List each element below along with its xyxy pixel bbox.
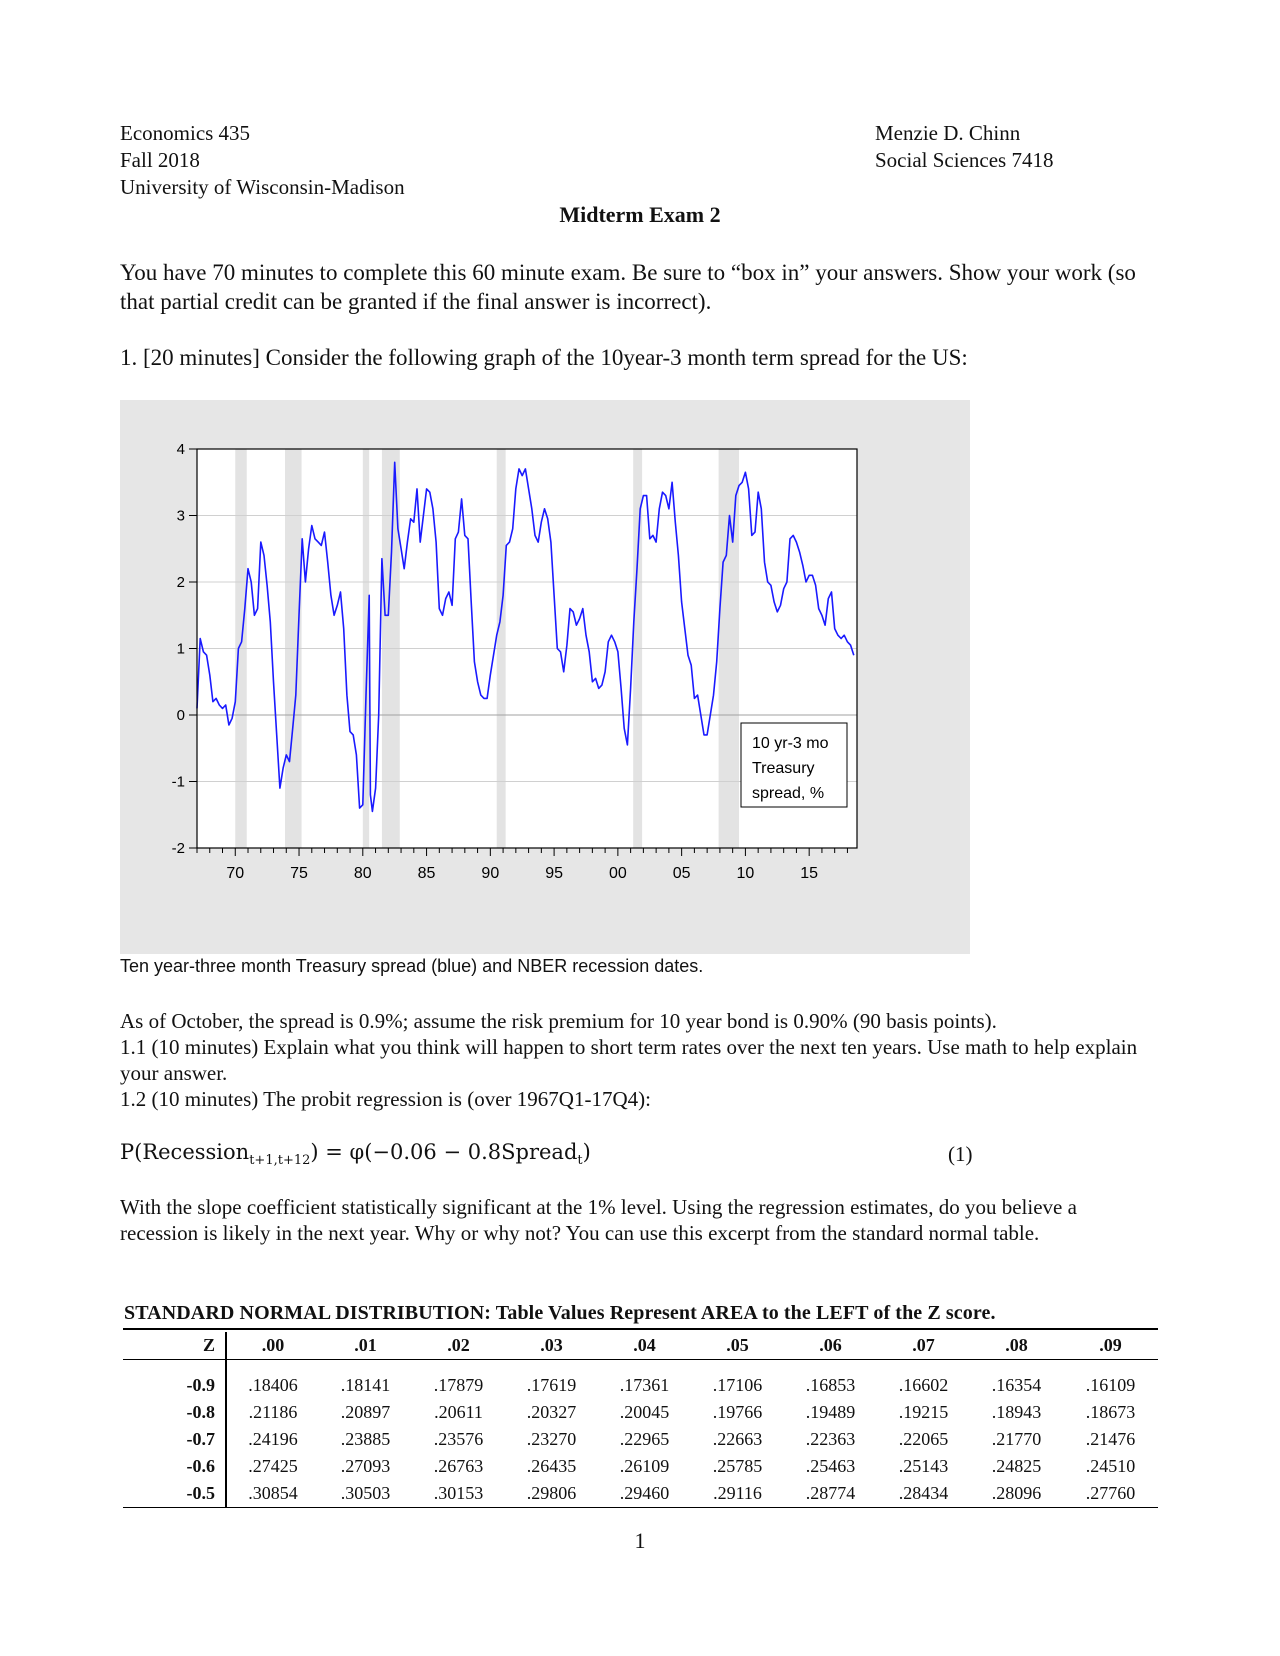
equation-lhs-subscript: t+1,t+12 [249,1153,311,1169]
table-cell: .26435 [526,1456,577,1476]
probit-equation [120,1140,591,1168]
table-cell: .19766 [712,1402,763,1422]
table-cell: .22363 [805,1429,856,1449]
x-tick-label: 70 [226,865,245,882]
table-cell: .30854 [226,1480,319,1508]
table-header-col: .01 [319,1332,412,1360]
y-tick-label: 0 [176,707,185,724]
x-tick-label: 85 [417,865,436,882]
table-cell: .19489 [805,1402,856,1422]
table-header-col: .06 [784,1332,877,1360]
table-cell: .20327 [526,1402,577,1422]
normal-table [123,1332,1158,1508]
table-cell: .24196 [248,1429,298,1449]
table-row-z: -0.8 [123,1399,226,1426]
intro-text: You have 70 minutes to complete this 60 minute exam. Be sure to “box in” your answers. Show your work (so that partial credit can be granted if the final answer is incorrect). [120,260,1136,314]
table-cell: .27425 [248,1456,298,1476]
x-tick-label: 15 [800,865,819,882]
table-cell: .18673 [1085,1402,1136,1422]
y-tick-label: 3 [176,507,185,525]
table-header [123,1332,1158,1360]
question-1-1: 1.1 (10 minutes) Explain what you think will happen to short term rates over the next ten years. Use math to help explain your answer. [120,1035,1138,1085]
table-header-col: .03 [505,1332,598,1360]
table-cell: .18943 [991,1402,1042,1422]
x-tick-label: 80 [353,865,372,882]
chart-panel [120,400,970,954]
table-cell: .28434 [877,1480,970,1508]
table-cell: .18141 [340,1375,391,1395]
chart-caption: Ten year-three month Treasury spread (blue) and NBER recession dates. [120,956,704,976]
table-cell: .16602 [898,1375,949,1395]
table-cell: .23576 [433,1429,484,1449]
table-cell: .30503 [319,1480,412,1508]
x-tick-label: 95 [545,865,563,882]
table-row-z: -0.6 [123,1453,226,1480]
equation-number: (1) [948,1142,973,1166]
table-cell: .16109 [1085,1375,1136,1395]
table-cell: .20611 [434,1402,483,1422]
table-row-z: -0.5 [123,1480,226,1508]
x-tick-label: 05 [672,865,691,882]
spread-chart [120,400,970,954]
table-header-col: .04 [598,1332,691,1360]
legend-text: 10 yr-3 mo [752,735,829,752]
table-header-z: Z [123,1332,226,1360]
table-cell: .20897 [340,1402,391,1422]
table-top-rule [123,1328,1158,1330]
y-tick-label: 4 [176,441,185,458]
table-cell: .16853 [805,1375,856,1395]
y-tick-label: -1 [171,773,185,791]
question-1-1-context [120,1008,1160,1112]
table-header-col: .07 [877,1332,970,1360]
table-cell: .25785 [712,1456,763,1476]
x-tick-label: 00 [608,865,627,882]
x-tick-label: 10 [736,865,755,882]
table-caption: STANDARD NORMAL DISTRIBUTION: Table Values Represent AREA to the LEFT of the Z score. [124,1302,996,1324]
table-header-col: .08 [970,1332,1063,1360]
y-tick-label: -2 [171,840,185,857]
table-header-col: .09 [1063,1332,1158,1360]
table-cell: .17619 [526,1375,577,1395]
table-cell: .24825 [991,1456,1042,1476]
table-cell: .22965 [619,1429,670,1449]
table-cell: .17361 [619,1375,670,1395]
table-cell: .27093 [340,1456,391,1476]
chart-legend [741,723,847,807]
table-cell: .29116 [691,1480,784,1508]
x-tick-label: 75 [290,865,308,882]
table-cell: .27760 [1063,1480,1158,1508]
table-row-z: -0.7 [123,1426,226,1453]
table-cell: .30153 [412,1480,505,1508]
table-cell: .21186 [248,1402,298,1422]
table-cell: .26763 [433,1456,484,1476]
instructor-name: Menzie D. Chinn [875,121,1021,145]
y-tick-label: 1 [176,640,185,658]
y-tick-label: 2 [176,574,185,591]
table-cell: .24510 [1085,1456,1136,1476]
table-cell: .28774 [784,1480,877,1508]
question-1: 1. [20 minutes] Consider the following graph of the 10year-3 month term spread for the US: [120,345,968,370]
table-cell: .25143 [898,1456,949,1476]
table-cell: .26109 [619,1456,670,1476]
table-cell: .23885 [340,1429,391,1449]
table-cell: .19215 [898,1402,949,1422]
table-cell: .25463 [805,1456,856,1476]
table-cell: .22065 [898,1429,949,1449]
table-body [123,1360,1158,1508]
table-header-col: .05 [691,1332,784,1360]
table-cell: .22663 [712,1429,763,1449]
equation-lhs: P(Recession [120,1140,250,1164]
table-cell: .17879 [433,1375,484,1395]
table-cell: .21770 [991,1429,1042,1449]
legend-text: spread, % [752,785,825,802]
question-1-2: 1.2 (10 minutes) The probit regression is (over 1967Q1-17Q4): [120,1087,651,1111]
header-right [875,120,1053,174]
course-name: Economics 435 [120,121,251,145]
office: Social Sciences 7418 [875,148,1054,172]
legend-text: Treasury [752,760,815,777]
header-left [120,120,405,201]
equation-rhs: ) = φ(−0.06 − 0.8Spread [310,1140,578,1164]
table-row [123,1480,1158,1508]
question-1-2-text: With the slope coefficient statistically significant at the 1% level. Using the regression estimates, do you believe a recession is likely in the next year. Why or why not? You can use this excerpt from the standard normal table. [120,1195,1077,1245]
spread-note: As of October, the spread is 0.9%; assume the risk premium for 10 year bond is 0.90% (90 basis points). [120,1009,997,1033]
equation-rhs-subscript: t [577,1153,583,1169]
table-cell: .29460 [598,1480,691,1508]
table-cell: .29806 [505,1480,598,1508]
table-row [123,1426,1158,1453]
term: Fall 2018 [120,148,200,172]
table-header-col: .02 [412,1332,505,1360]
page-title: Midterm Exam 2 [559,202,721,227]
table-row [123,1453,1158,1480]
page-number: 1 [634,1528,646,1553]
table-cell: .28096 [970,1480,1063,1508]
x-tick-label: 90 [481,865,500,882]
table-row [123,1399,1158,1426]
table-cell: .23270 [526,1429,577,1449]
table-cell: .20045 [619,1402,670,1422]
equation-end: ) [582,1140,591,1164]
table-cell: .21476 [1085,1429,1136,1449]
school: University of Wisconsin-Madison [120,175,405,199]
table-cell: .17106 [712,1375,763,1395]
table-row-z: -0.9 [123,1360,226,1400]
table-header-col: .00 [226,1332,319,1360]
table-cell: .18406 [248,1375,298,1395]
table-row [123,1360,1158,1400]
table-cell: .16354 [991,1375,1042,1395]
